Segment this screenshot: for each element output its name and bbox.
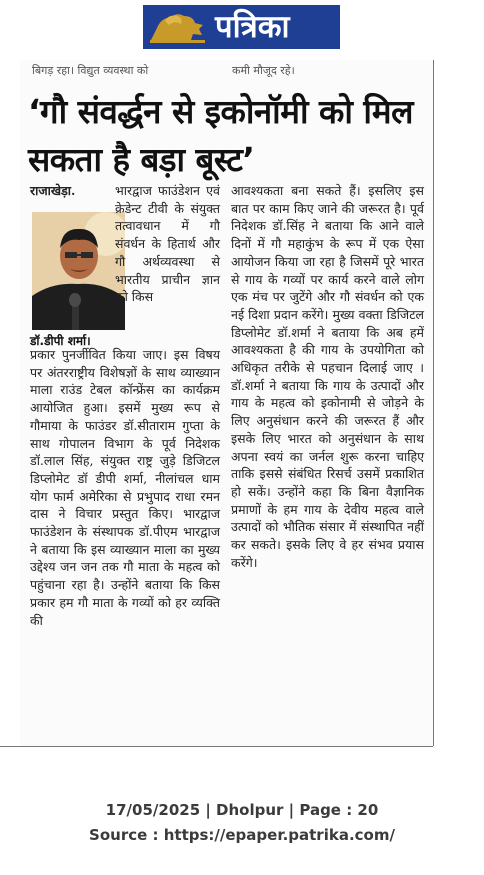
patrika-masthead [143,5,340,49]
edition-dateline: 17/05/2025 | Dholpur | Page : 20 [105,801,379,819]
source-line: Source : https://epaper.patrika.com/ [89,826,395,844]
author-photo [32,212,125,330]
news-clipping [20,60,434,746]
column-1-wrap: भारद्वाज फाउंडेशन एवं क्रेडेन्ट टीवी के संयुक्त तत्वावधान में गौ संवर्धन के हितार्थ और गौ अर्थव्यवस्था से भारतीय प्राचीन ज्ञान को किस [115,183,220,305]
column-2-body: आवश्यकता बना सकते हैं। इसलिए इस बात पर काम किए जाने की जरूरत है। पूर्व निदेशक डॉ.सिंह ने बताया कि आने वाले दिनों में गौ महाकुंभ के रूप में एक ऐसा आयोजन किया जा रहा है जिसमें पूरे भारत से गाय के गव्यों पर कार्य करने वाले लोग एक मंच पर जुटेंगे और गौ संवर्धन को एक नई दिशा प्रदान करेंगे। मुख्य वक्ता डिजिटल डिप्लोमेट डॉ.शर्मा ने बताया कि अब हमें आवश्यकता है की गाय के उपयोगिता को अधिकृत तरीके से पहचान दिलाई जाए । डॉ.शर्मा ने बताया कि गाय के उत्पादों और गाय के महत्व को इकोनामी से जोड़ने के लिए अनुसंधान करने की जरूरत हैं और इसके लिए भारत को अनुसंधान के साथ अपना स्वयं का जर्नल शुरू करना चाहिए ताकि इससे संबंधित रिसर्च उसमें प्रकाशित हो सकें। उन्होंने कहा कि बिना वैज्ञानिक प्रमाणों के हम गाय के देवीय महत्व वाले उत्पादों को भौतिक संसार में संस्थापित नहीं कर सकते। इसके लिए वे हर संभव प्रयास करेंगे। [231,183,424,570]
column-1-body: प्रकार पुनर्जीवित किया जाए। इस विषय पर अंतरराष्ट्रीय विशेषज्ञों के साथ व्याख्यान माला राउंड टेबल कॉन्फ्रेंस का कार्यक्रम आयोजित हुआ। इसमें मुख्य रूप से गौमाया के फाउंडर डॉ.सीताराम गुप्ता के साथ गोपालन विभाग के पूर्व निदेशक डॉ.लाल सिंह, संयुक्त राष्ट्र जुड़े डिजिटल डिप्लोमेट डॉ डीपी शर्मा, नीलांचल धाम योग फार्म अमेरिका से प्रभुपाद राधा रमन दास ने विचार प्रस्तुत किए। भारद्वाज फाउंडेशन के संस्थापक डॉ.पीएम भारद्वाज ने बताया कि इस व्याख्यान माला का मुख्य उद्देश्य जन जन तक गौ माता के महत्व को पहुंचाना रहा है। उन्होंने बताया कि किस प्रकार हम गौ माता के गव्यों को हर व्यक्ति की [30,347,220,628]
clipping-bottom-rule [0,746,433,747]
brand-name: पत्रिका [215,8,290,45]
lion-logo-icon [147,8,209,46]
headline: ‘गौ संवर्द्धन से इकोनॉमी को मिल सकता है बड़ा बूस्ट’ [28,92,414,179]
cut-text-left: बिगड़ रहा। विद्युत व्यवस्था को [32,64,149,77]
photo-caption: डॉ.डीपी शर्मा। [30,334,91,348]
cut-text-right: कमी मौजूद रहे। [232,64,295,77]
dateline-location: राजाखेड़ा. [30,183,76,198]
